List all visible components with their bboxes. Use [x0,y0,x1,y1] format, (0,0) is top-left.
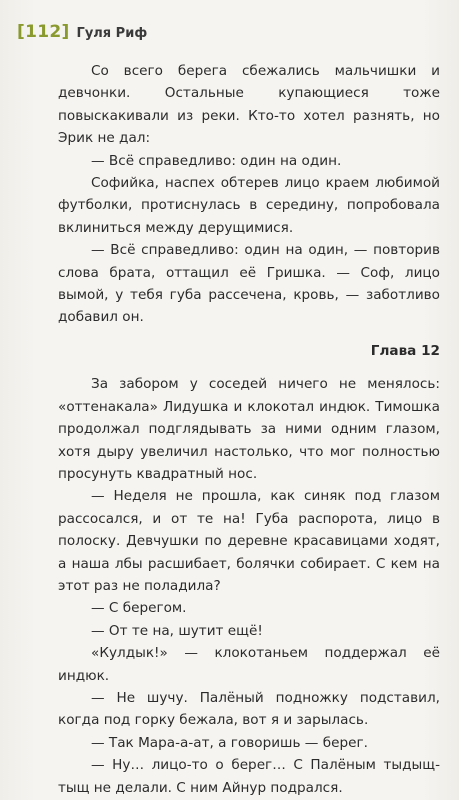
paragraph: — От те на, шутит ещё! [91,622,263,639]
paragraph: Софийка, наспех обтерев лицо краем любимой футболки, протиснулась в середину, попробовала вклиниться между дерущимися. [58,175,440,236]
paragraph: — Так Мара-а-ат, а говоришь — берег. [91,734,368,751]
paragraph: — Не шучу. Палёный подножку подставил, когда под горку бежала, вот я и зарылась. [58,689,440,729]
page-header [17,22,147,42]
running-head-author: Гуля Риф [76,26,148,41]
paragraph: За забором у соседей ничего не менялось: «оттенакала» Лидушка и клокотал индюк. Тимошка продолжал подглядывать за ними одним глазом, хотя дыру увеличил настолько, что мог полностью просунуть квадратный нос. [58,376,440,482]
paragraph: — С берегом. [91,600,187,617]
paragraph: — Неделя не прошла, как синяк под глазом рассосался, и от те на! Губа распорота, лицо в полоску. Девчушки по деревне красавицами ходят, а наша лбы расшибает, болячки собирает. С кем на этот раз не поладила? [58,488,440,594]
page-number: [112] [17,22,70,42]
paragraph: «Кулдык!» — клокотаньем поддержал её индюк. [58,645,440,684]
chapter-heading: Глава 12 [370,342,440,359]
body-text [58,60,440,799]
paragraph: — Ну… лицо-то о берег… С Палёным тыдыщ-тыщ не делали. С ним Айнур подрался. [58,757,440,796]
paragraph: — Всё справедливо: один на один. [91,152,342,169]
paragraph: — Всё справедливо: один на один, — повторив слова брата, оттащил её Гришка. — Соф, лицо вымой, у тебя губа рассечена, кровь, — заботливо добавил он. [58,242,440,326]
paragraph: Со всего берега сбежались мальчишки и девчонки. Остальные купающиеся тоже повыскакивали из реки. Кто-то хотел разнять, но Эрик не дал: [58,63,440,147]
